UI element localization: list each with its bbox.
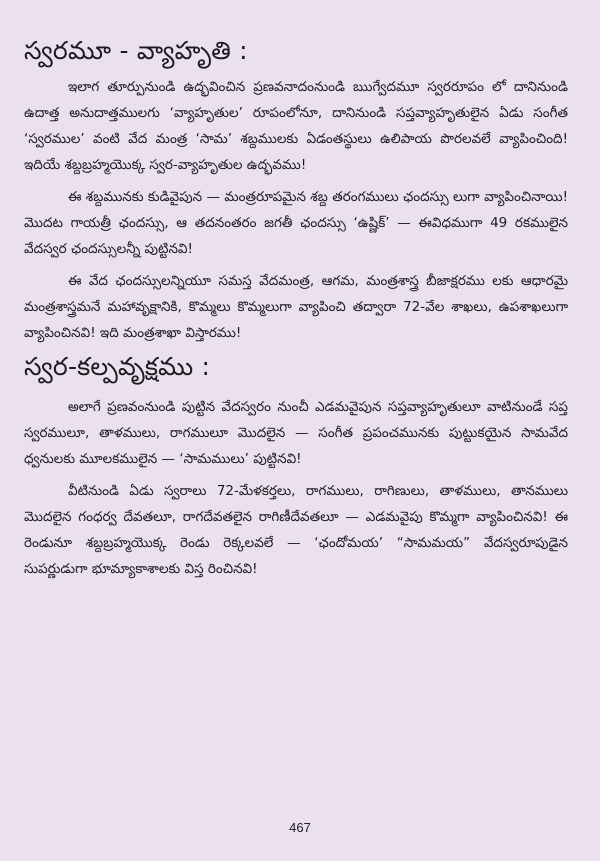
section-heading-swaramu-vyahruti: స్వరమూ - వ్యాహృతి :: [24, 36, 248, 65]
paragraph: ఈ శబ్దమునకు కుడివైపున — మంత్రరూపమైన శబ్ద తరంగములు ఛందస్సు లుగా వ్యాపించినాయి! మొదట గాయత్రీ ఛందస్సు, ఆ తదనంతరం జగతీ ఛందస్సు ‘ఉష్ణిక్’ — ఈవిధముగా 49 రకములైన వేదస్వర ఛందస్సులన్నీ పుట్టినవి!: [24, 189, 568, 257]
paragraph: వీటినుండి ఏడు స్వరాలు 72-మేళకర్తలు, రాగములు, రాగిణులు, తాళములు, తానములు మొదలైన గంధర్వ దేవతలూ, రాగదేవతలైన రాగిణీదేవతలూ — ఎడమవైపు కొమ్మగా వ్యాపించినవి! ఈ రెండునూ శబ్దబ్రహ్మయొక్క రెండు రెక్కలవలే — ‘ఛందోమయ’ “సామమయ” వేదస్వరూపుడైన సుపర్ణుడుగా భూమ్యాకాశాలకు విస్త రించినవి!: [24, 483, 568, 577]
paragraph: ఈ వేద ఛందస్సులన్నియూ సమస్త వేదమంత్ర, ఆగమ, మంత్రశాస్త్ర బీజాక్షరము లకు ఆధారమై మంత్రశాస్త్రమనే మహావృక్షానికి, కొమ్మలు కొమ్మలుగా వ్యాపించి తద్వారా 72-వేల శాఖలు, ఉపశాఖలుగా వ్యాపించినవి! ఇది మంత్రశాఖా విస్తారము!: [24, 273, 568, 341]
page-number: 467: [289, 820, 311, 835]
section-heading-swara-kalpavrukshamu: స్వర-కల్పవృక్షము :: [24, 352, 211, 381]
paragraph: ఇలాగ తూర్పునుండి ఉద్భవించిన ప్రణవనాదంనుండి ఋగ్వేదమూ స్వరరూపం లో దానినుండి ఉదాత్త అనుదాత్తములగు ‘వ్యాహృతుల’ రూపంలోనూ, దానినుండి సప్తవ్యాహృతులైన ఏడు సంగీత ‘స్వరముల’ వంటి వేద మంత్ర ‘సామ’ శబ్దములకు ఏడంతస్థులు ఉలిపాయ పొరలవలే వ్యాపించింది! ఇదియే శబ్దబ్రహ్మయొక్క స్వర-వ్యాహృతుల ఉద్భవము!: [24, 79, 568, 173]
paragraph: అలాగే ప్రణవంనుండి పుట్టిన వేదస్వరం నుంచీ ఎడమవైపున సప్తవ్యాహృతులూ వాటినుండే సప్త స్వరములూ, తాళములు, రాగములూ మొదలైన — సంగీత ప్రపంచమునకు పుట్టుకయైన సామవేద ధ్వనులకు మూలకములైన — ‘సామములు’ పుట్టినవి!: [24, 399, 568, 467]
